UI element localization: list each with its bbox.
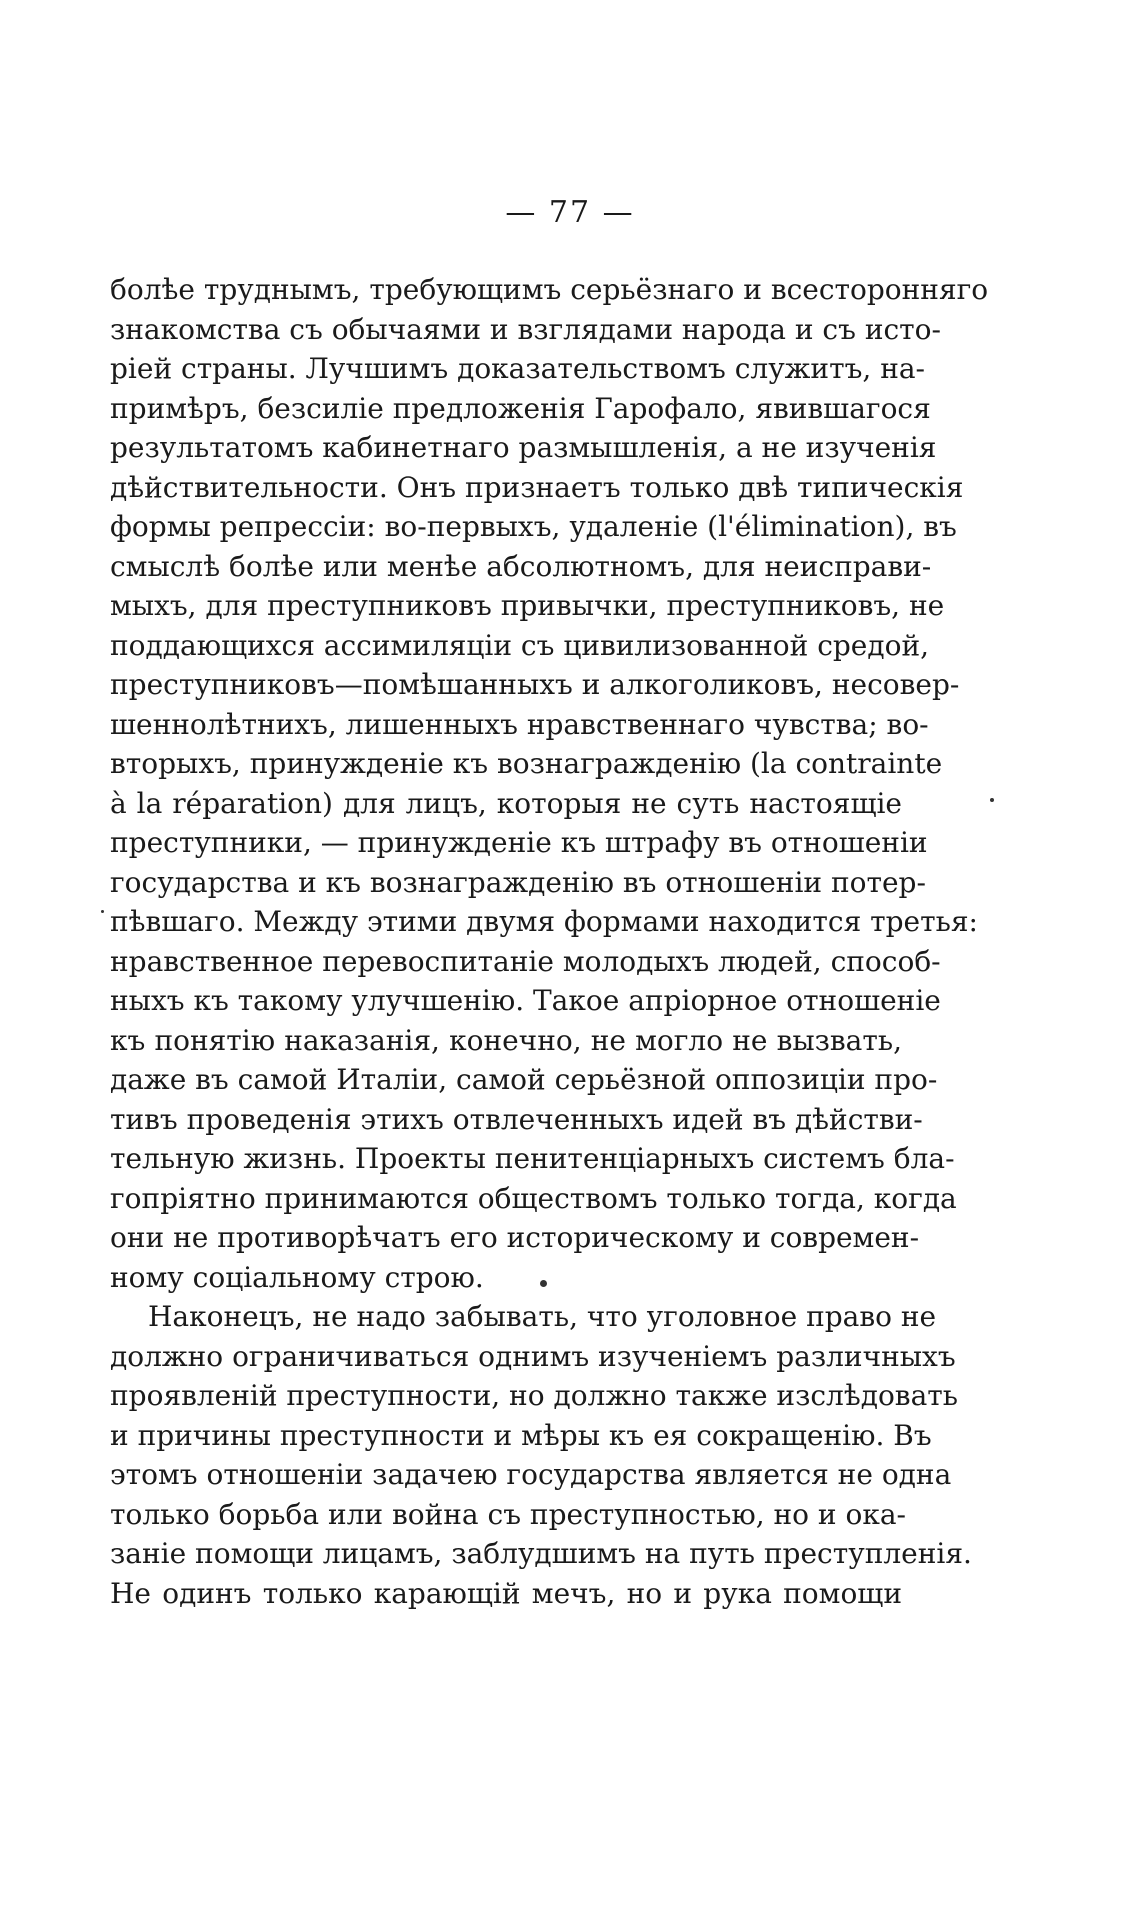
text-line: пѣвшаго. Между этими двумя формами находится третья: xyxy=(110,905,978,938)
text-line: преступники, — принужденіе къ штрафу въ отношеніи xyxy=(110,826,928,859)
text-line: тивъ проведенія этихъ отвлеченныхъ идей въ дѣйстви- xyxy=(110,1102,923,1136)
text-line: только борьба или война съ преступностью, но и ока- xyxy=(110,1497,906,1531)
text-line: шеннолѣтнихъ, лишенныхъ нравственнаго чувства; во- xyxy=(110,707,929,741)
text-line: должно ограничиваться однимъ изученіемъ различныхъ xyxy=(110,1339,956,1373)
text-line: и причины преступности и мѣры къ ея сокращенію. Въ xyxy=(110,1418,932,1452)
text-line: Не одинъ только карающій мечъ, но и рука помощи xyxy=(110,1576,902,1610)
text-line: болѣе труднымъ, требующимъ серьёзнаго и всесторонняго xyxy=(110,273,989,306)
scan-speck xyxy=(990,798,994,802)
text-line: этомъ отношеніи задачею государства является не одна xyxy=(110,1458,952,1491)
text-line: знакомства съ обычаями и взглядами народа и съ исто- xyxy=(110,312,941,346)
text-line: къ понятію наказанія, конечно, не могло не вызвать, xyxy=(110,1023,902,1057)
text-line: поддающихся ассимиляціи съ цивилизованной средой, xyxy=(110,628,930,662)
paragraph-start-line: Наконецъ, не надо забывать, что уголовное право не xyxy=(148,1300,937,1333)
text-line: дѣйствительности. Онъ признаетъ только двѣ типическія xyxy=(110,470,964,504)
text-line: они не противорѣчатъ его историческому и современ- xyxy=(110,1221,920,1254)
body-text xyxy=(110,270,989,1613)
text-line: смыслѣ болѣе или менѣе абсолютномъ, для неисправи- xyxy=(110,549,932,583)
scan-speck xyxy=(101,910,104,913)
text-line: формы репрессіи: во-первыхъ, удаленіе (l'élimination), въ xyxy=(110,510,957,543)
text-line: проявленій преступности, но должно также изслѣдовать xyxy=(110,1379,958,1412)
text-line: результатомъ кабинетнаго размышленія, а не изученія xyxy=(110,431,937,464)
scan-speck xyxy=(540,1280,547,1287)
text-line: тельную жизнь. Проекты пенитенціарныхъ системъ бла- xyxy=(110,1142,955,1175)
text-line: ріей страны. Лучшимъ доказательствомъ служитъ, на- xyxy=(110,352,926,385)
text-line: à la réparation) для лицъ, которыя не суть настоящіе xyxy=(110,786,902,820)
page-number: — 77 — xyxy=(505,195,635,230)
text-line: преступниковъ—помѣшанныхъ и алкоголиковъ, несовер- xyxy=(110,668,960,701)
text-line: даже въ самой Италіи, самой серьёзной оппозиціи про- xyxy=(110,1063,938,1096)
text-line: заніе помощи лицамъ, заблудшимъ на путь преступленія. xyxy=(110,1537,972,1570)
text-line: государства и къ вознагражденію въ отношеніи потер- xyxy=(110,865,926,899)
text-line: нравственное перевоспитаніе молодыхъ людей, способ- xyxy=(110,944,941,978)
text-line: вторыхъ, принужденіе къ вознагражденію (la contrainte xyxy=(110,747,943,780)
text-line: ному соціальному строю. xyxy=(110,1260,484,1294)
text-line: гопріятно принимаются обществомъ только тогда, когда xyxy=(110,1181,957,1215)
text-line: ныхъ къ такому улучшенію. Такое апріорное отношеніе xyxy=(110,984,941,1017)
text-line: мыхъ, для преступниковъ привычки, преступниковъ, не xyxy=(110,589,945,622)
text-line: примѣръ, безсиліе предложенія Гарофало, явившагося xyxy=(110,391,931,425)
